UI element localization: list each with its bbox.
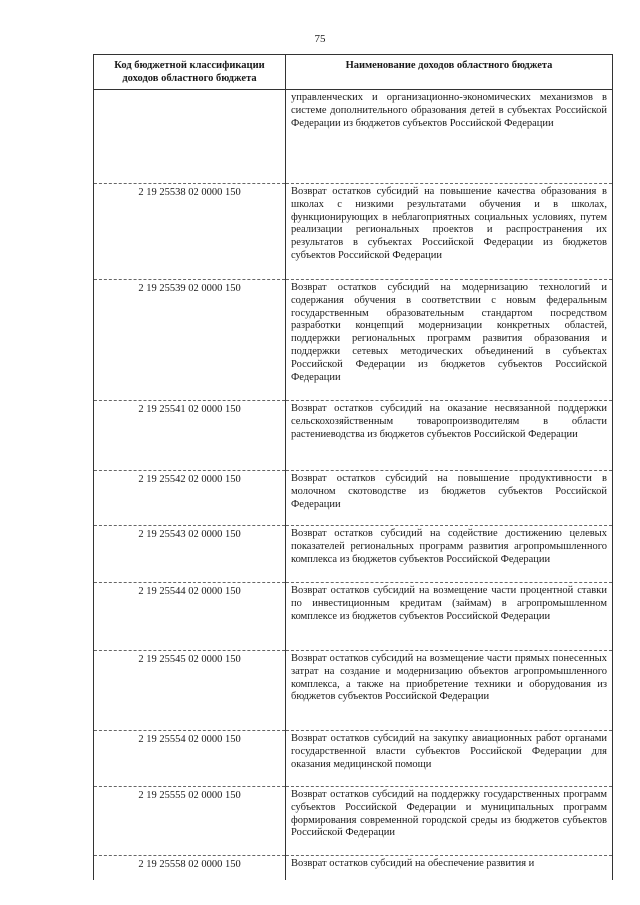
table-row (94, 90, 613, 184)
row-code: 2 19 25543 02 0000 150 (94, 526, 286, 583)
table-header-row (94, 55, 613, 90)
table-row (94, 526, 613, 583)
row-name: Возврат остатков субсидий на поддержку государственных программ субъектов Российской Федерации и муниципальных программ формирования современной городской среды из бюджетов субъектов Российской Федерации (286, 787, 613, 856)
table-row (94, 401, 613, 471)
row-code: 2 19 25555 02 0000 150 (94, 787, 286, 856)
row-name: Возврат остатков субсидий на возмещение части прямых понесенных затрат на создание и модернизацию объектов агропромышленного комплекса, а также на приобретение техники и оборудования из бюджетов субъектов Российской Федерации (286, 651, 613, 731)
table-row (94, 471, 613, 526)
row-name: Возврат остатков субсидий на оказание несвязанной поддержки сельскохозяйственным товаропроизводителям в области растениеводства из бюджетов субъектов Российской Федерации (286, 401, 613, 471)
row-name: управленческих и организационно-экономических механизмов в системе дополнительного образования детей в субъектах Российской Федерации из бюджетов субъектов Российской Федерации (286, 90, 613, 184)
row-code: 2 19 25544 02 0000 150 (94, 583, 286, 651)
row-code: 2 19 25542 02 0000 150 (94, 471, 286, 526)
budget-revenue-table (93, 54, 613, 880)
table-row (94, 731, 613, 787)
row-name: Возврат остатков субсидий на возмещение части процентной ставки по инвестиционным кредитам (займам) в агропромышленном комплексе из бюджетов субъектов Российской Федерации (286, 583, 613, 651)
table-row (94, 787, 613, 856)
row-code: 2 19 25541 02 0000 150 (94, 401, 286, 471)
row-name: Возврат остатков субсидий на закупку авиационных работ органами государственной власти субъектов Российской Федерации для оказания медицинской помощи (286, 731, 613, 787)
row-name: Возврат остатков субсидий на повышение качества образования в школах с низкими результатами обучения и в школах, функционирующих в неблагоприятных социальных условиях, путем реализации региональных проектов и распространения их результатов в субъектах Российской Федерации из бюджетов субъектов Российской Федерации (286, 184, 613, 280)
table-row (94, 856, 613, 880)
row-name: Возврат остатков субсидий на содействие достижению целевых показателей региональных программ развития агропромышленного комплекса из бюджетов субъектов Российской Федерации (286, 526, 613, 583)
row-name: Возврат остатков субсидий на повышение продуктивности в молочном скотоводстве из бюджетов субъектов Российской Федерации (286, 471, 613, 526)
row-code (94, 90, 286, 184)
row-code: 2 19 25539 02 0000 150 (94, 280, 286, 401)
row-code: 2 19 25554 02 0000 150 (94, 731, 286, 787)
row-name: Возврат остатков субсидий на модернизацию технологий и содержания обучения в соответствии с новым федеральным государственным образовательным стандартом посредством разработки концепций модернизации конкретных областей, поддержки региональных программ развития образования и поддержки сетевых методических объединений в субъектах Российской Федерации из бюджетов субъектов Российской Федерации (286, 280, 613, 401)
page-number: 75 (314, 33, 326, 45)
table-row (94, 583, 613, 651)
header-name: Наименование доходов областного бюджета (286, 55, 613, 90)
row-code: 2 19 25545 02 0000 150 (94, 651, 286, 731)
table-row (94, 280, 613, 401)
row-code: 2 19 25558 02 0000 150 (94, 856, 286, 880)
table-row (94, 651, 613, 731)
header-code: Код бюджетной классификации доходов областного бюджета (94, 55, 286, 90)
row-code: 2 19 25538 02 0000 150 (94, 184, 286, 280)
row-name: Возврат остатков субсидий на обеспечение развития и (286, 856, 613, 880)
table-row (94, 184, 613, 280)
